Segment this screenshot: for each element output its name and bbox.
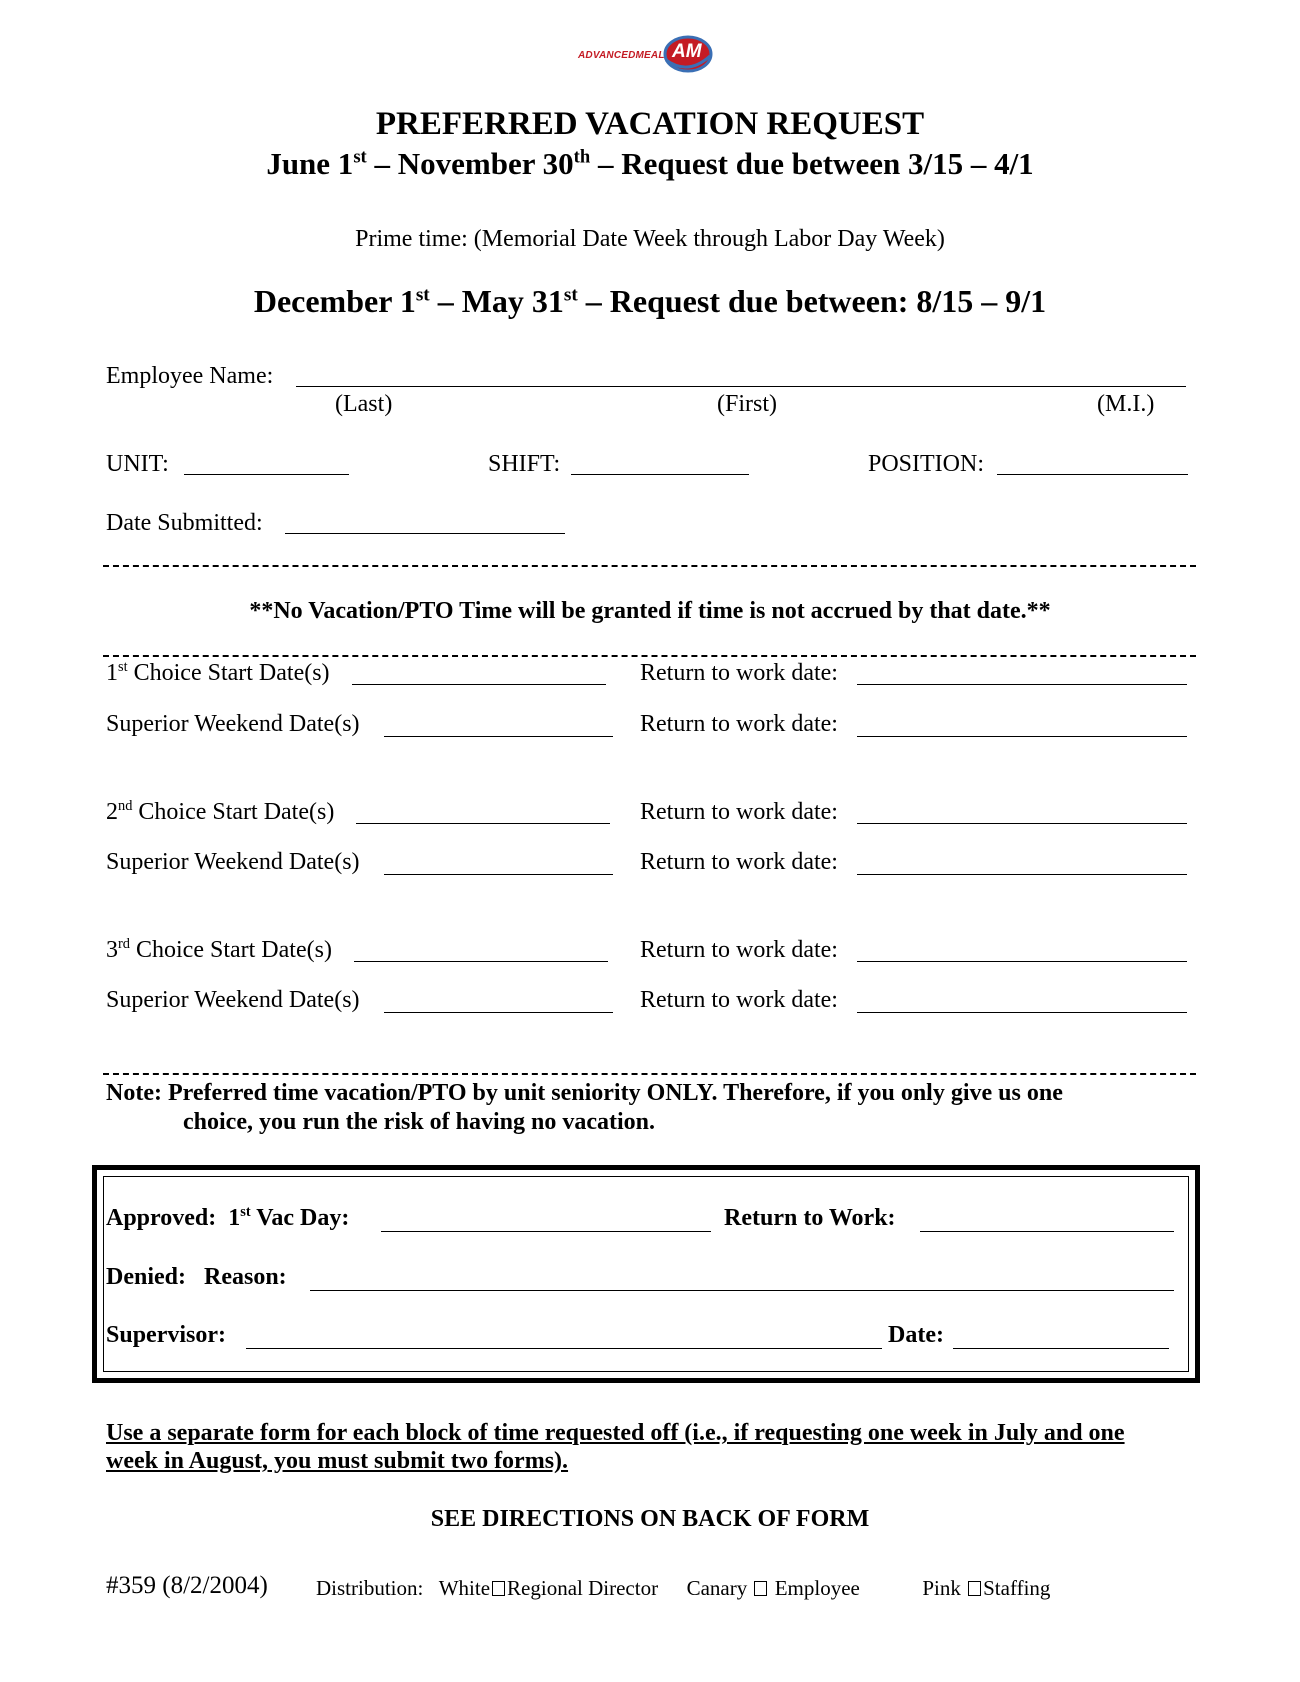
choice-3-start-field[interactable] xyxy=(354,961,608,962)
company-logo xyxy=(562,32,722,76)
distribution-label: Distribution: xyxy=(316,1576,424,1600)
choice-3-weekend-return-field[interactable] xyxy=(857,1012,1187,1013)
choice-1-weekend-field[interactable] xyxy=(384,736,613,737)
choice-2-return-field[interactable] xyxy=(857,823,1187,824)
logo-mark-text: AM xyxy=(672,41,702,62)
summer-period-line: June 1st – November 30th – Request due between 3/15 – 4/1 xyxy=(266,146,1034,181)
choice-3-weekend-return-label: Return to work date: xyxy=(640,987,838,1013)
white-copy-label: White xyxy=(438,1576,491,1600)
divider-note xyxy=(103,1073,1196,1075)
choice-1-weekend-return-label: Return to work date: xyxy=(640,711,838,737)
choice-1-return-label: Return to work date: xyxy=(640,660,838,686)
supervisor-date-field[interactable] xyxy=(953,1348,1169,1349)
denied-label: Denied: Reason: xyxy=(106,1264,287,1290)
supervisor-field[interactable] xyxy=(246,1348,882,1349)
choice-2-start-field[interactable] xyxy=(356,823,610,824)
logo-brand-text: ADVANCEDMEAL xyxy=(578,50,665,61)
choice-1-weekend-return-field[interactable] xyxy=(857,736,1187,737)
choice-2-weekend-field[interactable] xyxy=(384,874,613,875)
approved-return-field[interactable] xyxy=(920,1231,1174,1232)
see-directions: SEE DIRECTIONS ON BACK OF FORM xyxy=(430,1506,870,1532)
choice-3-return-label: Return to work date: xyxy=(640,937,838,963)
approved-label: Approved: 1st Vac Day: xyxy=(106,1204,350,1231)
date-submitted-label: Date Submitted: xyxy=(106,510,263,536)
divider-choices xyxy=(103,655,1196,657)
seniority-note-line-2: choice, you run the risk of having no vacation. xyxy=(183,1109,656,1135)
choice-3-weekend-label: Superior Weekend Date(s) xyxy=(106,987,360,1013)
choice-2-weekend-return-label: Return to work date: xyxy=(640,849,838,875)
position-label: POSITION: xyxy=(868,451,985,477)
first-vac-day-field[interactable] xyxy=(381,1231,711,1232)
accrual-warning: **No Vacation/PTO Time will be granted if time is not accrued by that date.** xyxy=(249,598,1051,624)
choice-3-return-field[interactable] xyxy=(857,961,1187,962)
choice-1-start-field[interactable] xyxy=(352,684,606,685)
form-number: #359 (8/2/2004) xyxy=(106,1572,268,1599)
unit-field[interactable] xyxy=(184,474,349,475)
supervisor-label: Supervisor: xyxy=(106,1322,226,1348)
distribution-line xyxy=(316,1576,1050,1601)
canary-copy-label: Canary xyxy=(686,1576,748,1600)
winter-period-line: December 1st – May 31st – Request due between: 8/15 – 9/1 xyxy=(253,283,1047,319)
employee-name-label: Employee Name: xyxy=(106,363,274,389)
checkbox-icon[interactable] xyxy=(492,1581,505,1596)
pink-copy-role: Staffing xyxy=(983,1576,1051,1600)
canary-copy-role: Employee xyxy=(774,1576,860,1600)
first-name-caption: (First) xyxy=(717,391,777,417)
choice-3-weekend-field[interactable] xyxy=(384,1012,613,1013)
choice-3-start-label: 3rd Choice Start Date(s) xyxy=(106,936,332,963)
employee-name-field[interactable] xyxy=(296,386,1186,387)
checkbox-icon[interactable] xyxy=(754,1581,767,1596)
choice-2-start-label: 2nd Choice Start Date(s) xyxy=(106,798,335,825)
checkbox-icon[interactable] xyxy=(968,1581,981,1596)
separate-form-instruction xyxy=(106,1420,1125,1475)
choice-2-weekend-label: Superior Weekend Date(s) xyxy=(106,849,360,875)
pink-copy-label: Pink xyxy=(922,1576,961,1600)
last-name-caption: (Last) xyxy=(335,391,393,417)
choice-1-return-field[interactable] xyxy=(857,684,1187,685)
instruction-line-1: Use a separate form for each block of time requested off (i.e., if requesting one week in July and one xyxy=(106,1420,1125,1446)
form-title: PREFERRED VACATION REQUEST xyxy=(375,106,925,142)
date-submitted-field[interactable] xyxy=(285,533,565,534)
choice-1-start-label: 1st Choice Start Date(s) xyxy=(106,659,330,686)
middle-initial-caption: (M.I.) xyxy=(1097,391,1155,417)
choice-1-weekend-label: Superior Weekend Date(s) xyxy=(106,711,360,737)
white-copy-role: Regional Director xyxy=(507,1576,659,1600)
shift-label: SHIFT: xyxy=(488,451,561,477)
choice-2-return-label: Return to work date: xyxy=(640,799,838,825)
divider-top xyxy=(103,565,1196,567)
return-to-work-label: Return to Work: xyxy=(724,1205,896,1231)
denied-reason-field[interactable] xyxy=(310,1290,1174,1291)
instruction-line-2: week in August, you must submit two forms). xyxy=(106,1448,569,1474)
unit-label: UNIT: xyxy=(106,451,169,477)
position-field[interactable] xyxy=(997,474,1188,475)
shift-field[interactable] xyxy=(571,474,749,475)
supervisor-date-label: Date: xyxy=(888,1322,944,1348)
seniority-note-line-1: Note: Preferred time vacation/PTO by unit seniority ONLY. Therefore, if you only give us one xyxy=(106,1080,1063,1106)
choice-2-weekend-return-field[interactable] xyxy=(857,874,1187,875)
prime-time-note: Prime time: (Memorial Date Week through Labor Day Week) xyxy=(355,226,945,252)
